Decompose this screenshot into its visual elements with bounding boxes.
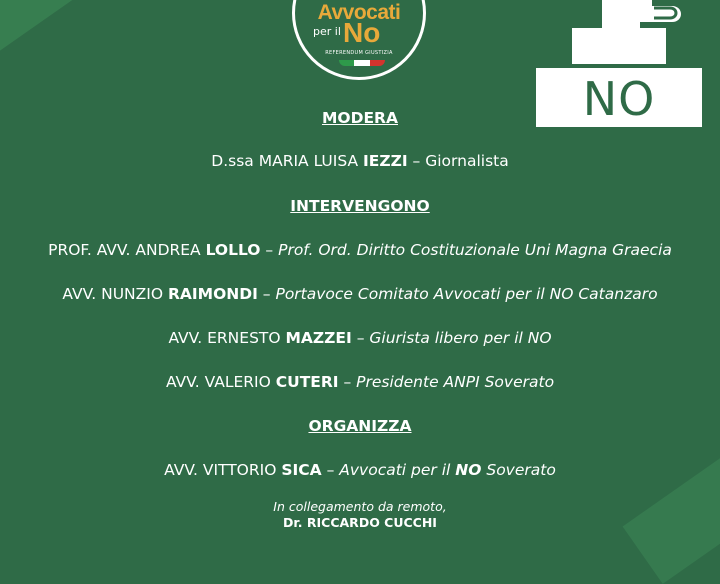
logo-line1: Avvocati	[317, 1, 401, 24]
speaker-separator: –	[257, 285, 276, 303]
speaker-line	[0, 329, 720, 347]
speaker-role: Portavoce Comitato Avvocati per il NO Catanzaro	[275, 285, 658, 303]
moderator-surname: IEZZI	[363, 152, 408, 170]
moderator-line	[0, 152, 720, 170]
speaker-role: Giurista libero per il NO	[369, 329, 552, 347]
speaker-separator: –	[260, 241, 279, 259]
moderator-role: – Giornalista	[407, 152, 509, 170]
speaker-surname: CUTERI	[275, 373, 339, 391]
speaker-line	[0, 285, 720, 303]
speaker-prefix: AVV. ERNESTO	[168, 329, 286, 347]
speaker-separator: –	[351, 329, 370, 347]
speaker-line	[0, 373, 720, 391]
organizer-prefix: AVV. VITTORIO	[164, 461, 282, 479]
italian-flag-swoosh	[339, 60, 385, 66]
ballot-paper	[572, 28, 666, 64]
corner-decoration	[0, 0, 86, 59]
logo-tagline: REFERENDUM GIUSTIZIA	[325, 50, 393, 56]
moderator-prefix: D.ssa MARIA LUISA	[211, 152, 364, 170]
speaker-surname: RAIMONDI	[167, 285, 258, 303]
intervengono-heading: INTERVENGONO	[290, 197, 430, 215]
speaker-line	[0, 241, 720, 259]
organizza-heading: ORGANIZZA	[308, 417, 412, 435]
organizer-role-no: NO	[455, 461, 482, 479]
organizer-role-c: Soverato	[481, 461, 556, 479]
speaker-prefix: AVV. NUNZIO	[62, 285, 168, 303]
speaker-surname: LOLLO	[205, 241, 261, 259]
organizer-line	[0, 461, 720, 479]
logo-line2a: per il	[313, 25, 341, 38]
remote-note: In collegamento da remoto,	[273, 499, 447, 514]
speaker-role: Presidente ANPI Soverato	[356, 373, 555, 391]
speaker-prefix: PROF. AVV. ANDREA	[48, 241, 206, 259]
organizer-separator: –	[321, 461, 340, 479]
organizer-role-a: Avvocati per il	[339, 461, 456, 479]
speaker-separator: –	[338, 373, 357, 391]
modera-heading: MODERA	[322, 109, 398, 127]
remote-guest-name: Dr. RICCARDO CUCCHI	[283, 515, 437, 530]
organizer-surname: SICA	[281, 461, 322, 479]
ballot-label: NO	[582, 72, 656, 126]
speaker-prefix: AVV. VALERIO	[165, 373, 276, 391]
speaker-role: Prof. Ord. Diritto Costituzionale Uni Magna Graecia	[278, 241, 672, 259]
speaker-surname: MAZZEI	[285, 329, 352, 347]
avvocati-per-il-no-logo	[292, 0, 426, 80]
logo-line2b: No	[343, 17, 381, 48]
